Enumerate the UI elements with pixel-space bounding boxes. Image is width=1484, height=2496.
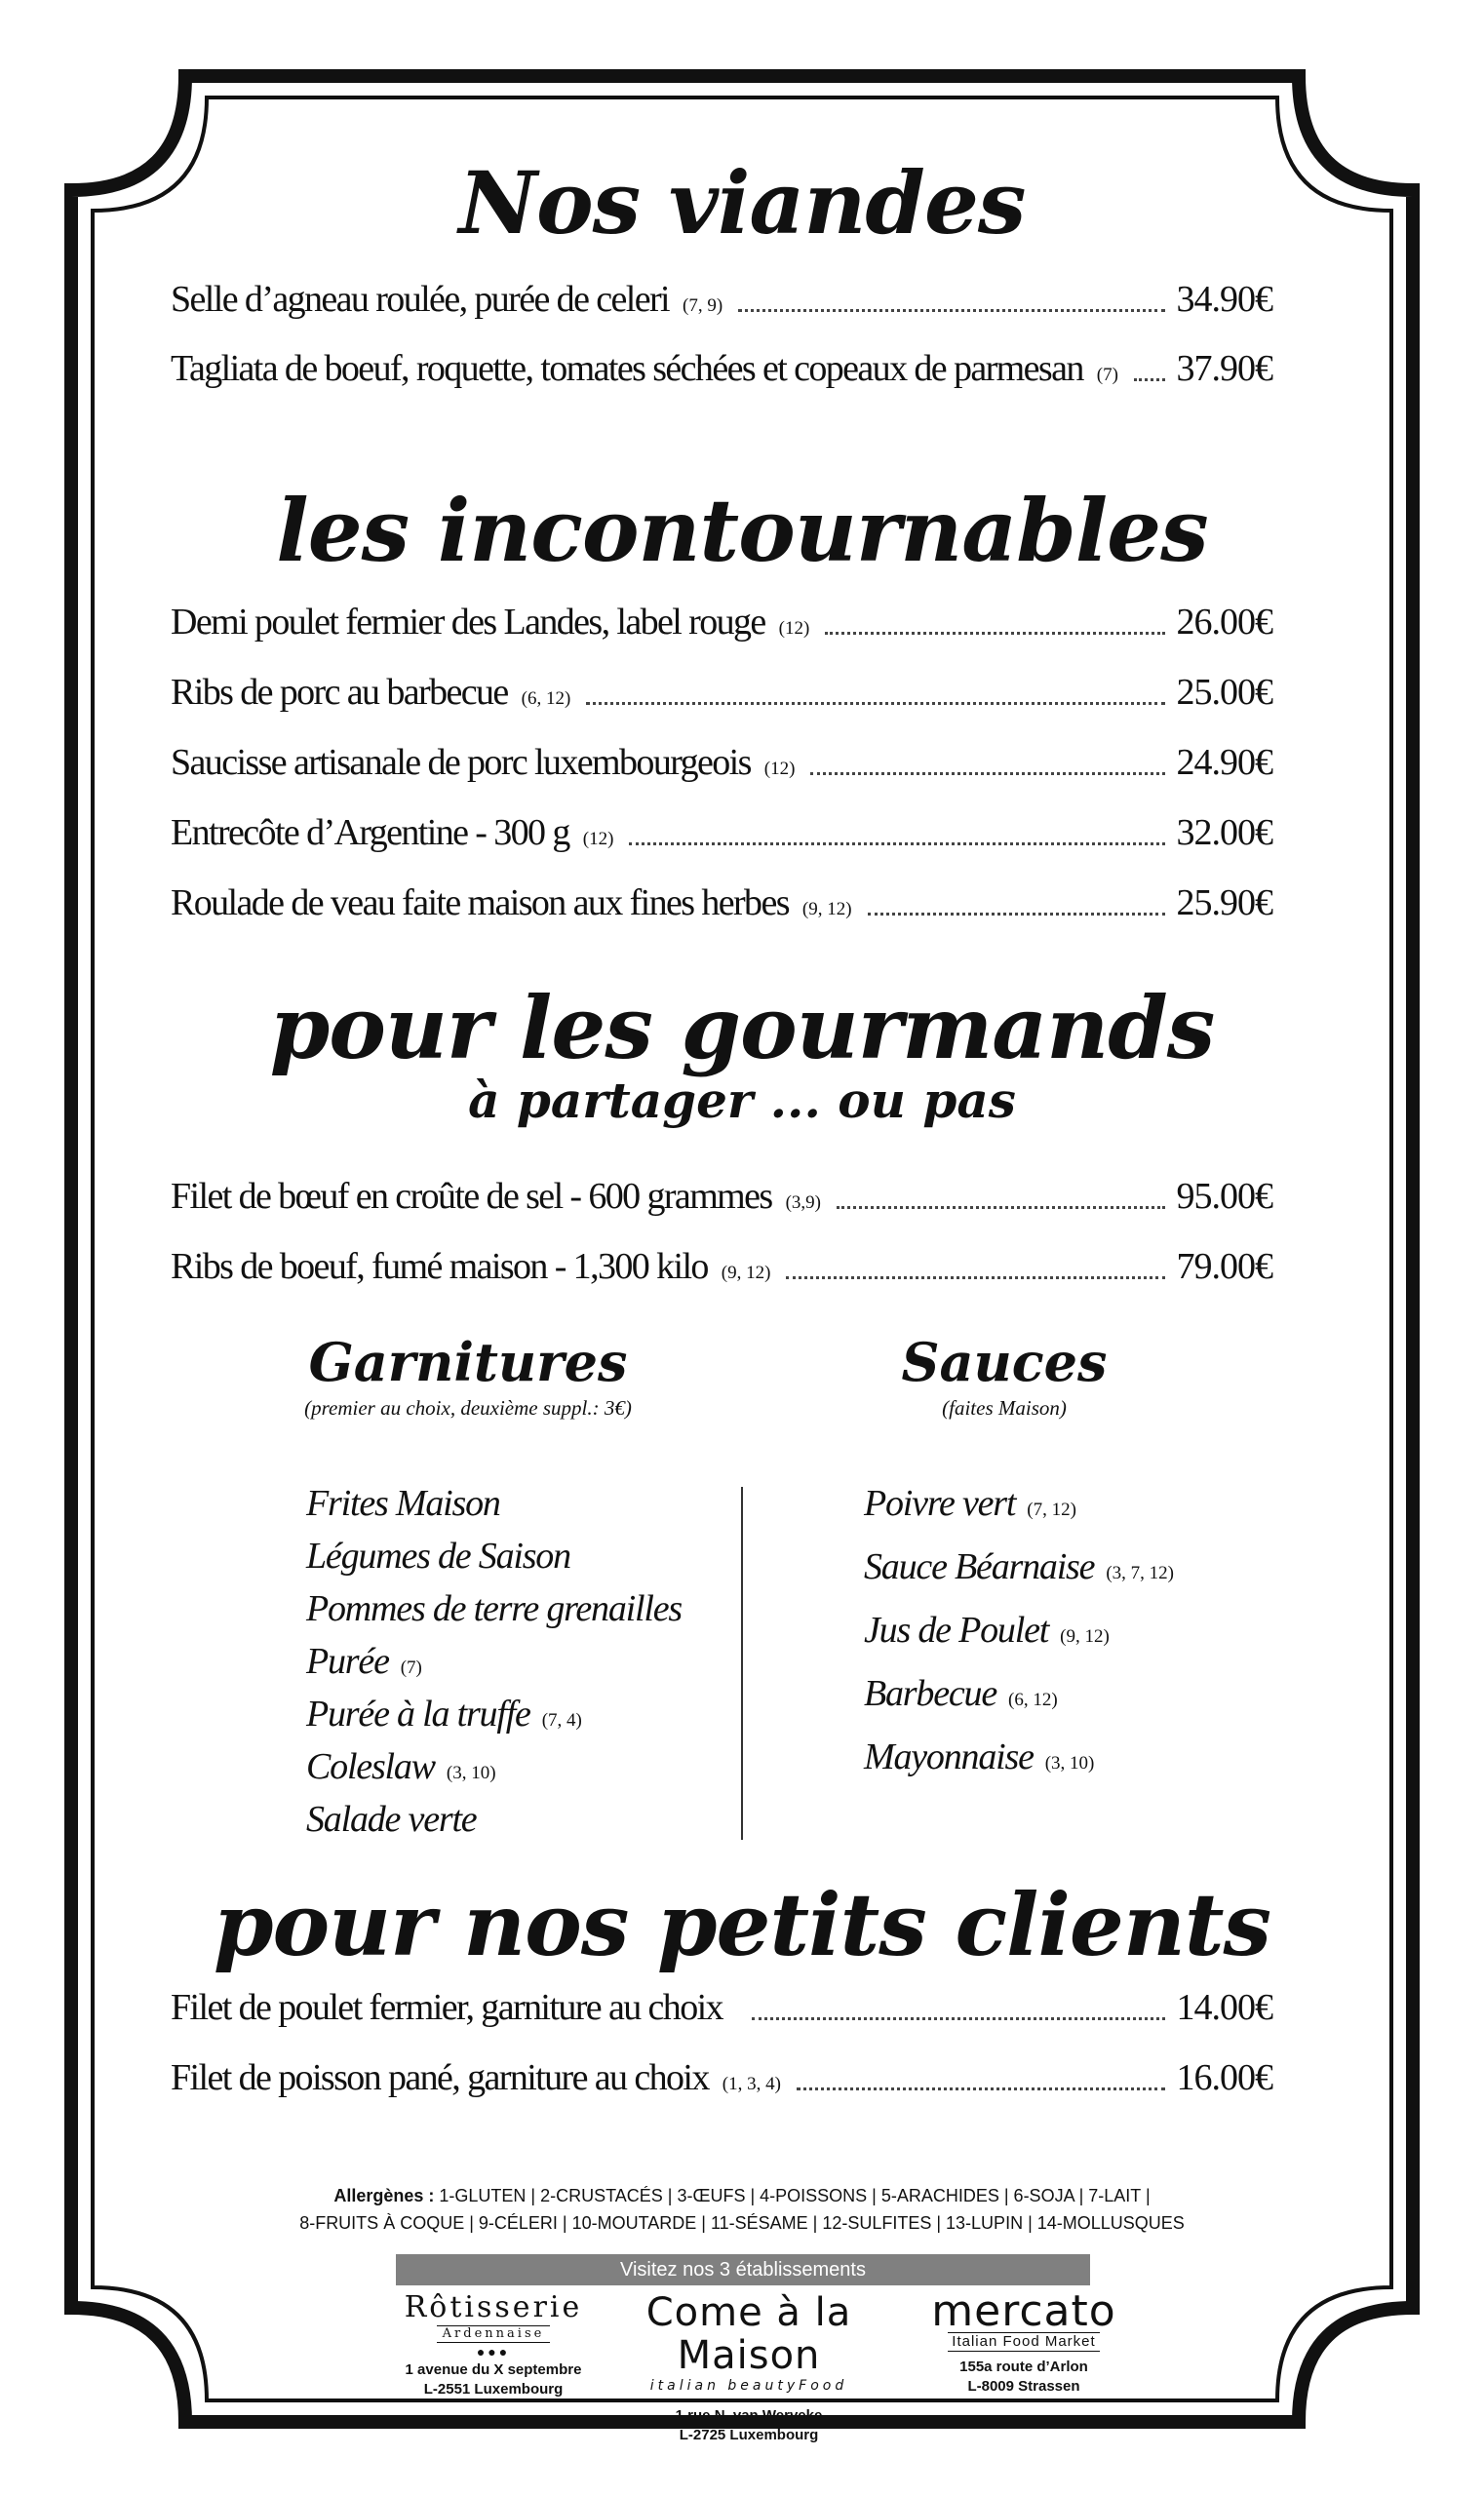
item-name: Demi poulet fermier des Landes, label rouge — [171, 602, 765, 643]
item-allergens: (7, 9) — [683, 295, 723, 316]
leader-dots — [837, 1206, 1165, 1209]
leader-dots — [868, 913, 1165, 916]
item-price: 37.90€ — [1176, 348, 1272, 389]
venue-address-line1: 1 rue N. van Werveke — [675, 2407, 823, 2424]
list-item — [306, 1482, 512, 1525]
leader-dots — [786, 1276, 1164, 1279]
garniture-name: Légumes de Saison — [306, 1536, 570, 1577]
menu-item — [171, 671, 1272, 716]
venue-mercato[interactable] — [926, 2286, 1121, 2397]
come-a-la-maison-logo: Come à la Maison — [645, 2290, 852, 2378]
menu-item — [171, 601, 1272, 645]
garniture-name: Purée — [306, 1641, 389, 1682]
item-name: Roulade de veau faite maison aux fines herbes — [171, 882, 789, 923]
leader-dots — [629, 842, 1164, 845]
garniture-allergens: (7) — [400, 1658, 422, 1678]
visit-banner: Visitez nos 3 établissements — [396, 2254, 1090, 2285]
leader-dots — [825, 632, 1164, 635]
leader-dots — [586, 702, 1164, 705]
leader-dots — [797, 2087, 1165, 2090]
sauce-allergens: (9, 12) — [1060, 1626, 1110, 1647]
sauce-name: Sauce Béarnaise — [864, 1546, 1095, 1587]
section-title-gourmands: pour les gourmands — [269, 977, 1215, 1078]
item-name: Filet de poulet fermier, garniture au choix — [171, 1987, 722, 2028]
venue-address-line2: L-2725 Luxembourg — [679, 2427, 819, 2443]
item-name: Ribs de porc au barbecue — [171, 672, 508, 713]
item-price: 95.00€ — [1176, 1176, 1272, 1217]
list-item — [306, 1640, 422, 1683]
menu-item — [171, 741, 1272, 786]
sauce-name: Mayonnaise — [864, 1736, 1034, 1777]
item-name: Selle d’agneau roulée, purée de celeri — [171, 279, 670, 320]
item-name: Filet de poisson pané, garniture au choix — [171, 2057, 709, 2098]
item-name: Entrecôte d’Argentine - 300 g — [171, 812, 569, 853]
venue-address-line2: L-2551 Luxembourg — [423, 2381, 564, 2398]
leader-dots — [810, 772, 1164, 775]
item-price: 24.90€ — [1176, 742, 1272, 783]
item-allergens: (6, 12) — [521, 688, 571, 709]
mercato-logo: mercato — [931, 2286, 1116, 2336]
rotisserie-logo-mark: ●●● — [476, 2344, 511, 2360]
leader-dots — [752, 2017, 1165, 2020]
item-price: 14.00€ — [1176, 1987, 1272, 2028]
garnitures-note: (premier au choix, deuxième suppl.: 3€) — [304, 1396, 632, 1420]
item-allergens: (7) — [1096, 365, 1118, 385]
list-item — [306, 1587, 693, 1630]
sauce-name: Jus de Poulet — [864, 1610, 1049, 1651]
item-name: Saucisse artisanale de porc luxembourgeois — [171, 742, 751, 783]
garniture-name: Purée à la truffe — [306, 1694, 530, 1735]
item-allergens: (12) — [778, 618, 810, 639]
garniture-allergens: (7, 4) — [541, 1710, 582, 1731]
sauce-name: Barbecue — [864, 1673, 996, 1714]
item-price: 25.90€ — [1176, 882, 1272, 923]
menu-item — [171, 2056, 1272, 2101]
sauces-note: (faites Maison) — [942, 1396, 1067, 1420]
menu-item — [171, 347, 1272, 392]
garniture-name: Salade verte — [306, 1799, 477, 1840]
leader-dots — [1134, 378, 1165, 381]
column-divider — [741, 1487, 743, 1840]
garniture-name: Frites Maison — [306, 1483, 500, 1524]
sauce-allergens: (3, 7, 12) — [1106, 1563, 1174, 1583]
allergens-legend-line2: 8-FRUITS À COQUE | 9-CÉLERI | 10-MOUTARDE | 11-SÉSAME | 12-SULFITES | 13-LUPIN | 14-MOLLUSQUES — [299, 2213, 1185, 2233]
item-allergens: (3,9) — [785, 1192, 821, 1213]
item-price: 25.00€ — [1176, 672, 1272, 713]
section-title-viandes: Nos viandes — [458, 152, 1026, 254]
list-item — [864, 1609, 1110, 1652]
list-item — [864, 1482, 1076, 1525]
venue-rotisserie[interactable] — [386, 2291, 601, 2399]
item-name: Filet de bœuf en croûte de sel - 600 grammes — [171, 1176, 772, 1217]
sauce-allergens: (3, 10) — [1044, 1753, 1095, 1774]
menu-item — [171, 1986, 1272, 2031]
item-price: 32.00€ — [1176, 812, 1272, 853]
section-title-petits-clients: pour nos petits clients — [213, 1874, 1271, 1975]
item-name: Tagliata de boeuf, roquette, tomates séchées et copeaux de parmesan — [171, 348, 1083, 389]
list-item — [864, 1545, 1174, 1588]
rotisserie-logo-sub: Ardennaise — [437, 2325, 551, 2343]
list-item — [306, 1745, 496, 1788]
section-subtitle-gourmands: à partager ... ou pas — [468, 1072, 1016, 1129]
item-allergens: (12) — [763, 759, 796, 779]
menu-item — [171, 811, 1272, 856]
section-title-incontournables: les incontournables — [276, 480, 1208, 581]
list-item — [306, 1693, 582, 1736]
item-allergens: (1, 3, 4) — [722, 2074, 781, 2094]
item-allergens: (9, 12) — [801, 899, 852, 919]
list-item — [864, 1736, 1094, 1778]
allergens-label: Allergènes : — [333, 2186, 435, 2205]
allergens-legend-line1 — [0, 2186, 1484, 2206]
garnitures-title: Garnitures — [308, 1331, 628, 1393]
item-price: 16.00€ — [1176, 2057, 1272, 2098]
sauce-allergens: (7, 12) — [1027, 1500, 1076, 1520]
item-price: 26.00€ — [1176, 602, 1272, 643]
item-name: Ribs de boeuf, fumé maison - 1,300 kilo — [171, 1246, 708, 1287]
menu-item — [171, 881, 1272, 926]
garniture-allergens: (3, 10) — [446, 1763, 496, 1783]
garniture-name: Pommes de terre grenailles — [306, 1588, 682, 1629]
venue-come-a-la-maison[interactable] — [583, 2291, 915, 2445]
mercato-logo-sub: Italian Food Market — [948, 2332, 1099, 2352]
come-a-la-maison-logo-sub: italian beautyFood — [649, 2378, 848, 2394]
menu-item — [171, 1175, 1272, 1220]
garniture-name: Coleslaw — [306, 1746, 435, 1787]
item-price: 79.00€ — [1176, 1246, 1272, 1287]
venue-address-line1: 1 avenue du X septembre — [405, 2361, 582, 2378]
item-allergens: (9, 12) — [721, 1263, 771, 1283]
menu-item — [171, 1245, 1272, 1290]
list-item — [306, 1535, 582, 1578]
rotisserie-logo: Rôtisserie — [404, 2290, 583, 2324]
list-item — [864, 1672, 1058, 1715]
sauce-name: Poivre vert — [864, 1483, 1016, 1524]
sauce-allergens: (6, 12) — [1008, 1690, 1058, 1710]
sauces-title: Sauces — [901, 1331, 1108, 1393]
venue-address-line1: 155a route d’Arlon — [959, 2359, 1088, 2375]
item-price: 34.90€ — [1176, 279, 1272, 320]
menu-item — [171, 278, 1272, 323]
allergens-list-1: 1-GLUTEN | 2-CRUSTACÉS | 3-ŒUFS | 4-POISSONS | 5-ARACHIDES | 6-SOJA | 7-LAIT | — [439, 2186, 1151, 2205]
item-allergens: (12) — [582, 829, 614, 849]
list-item — [306, 1798, 488, 1841]
venue-address-line2: L-8009 Strassen — [967, 2378, 1080, 2395]
leader-dots — [738, 309, 1164, 312]
